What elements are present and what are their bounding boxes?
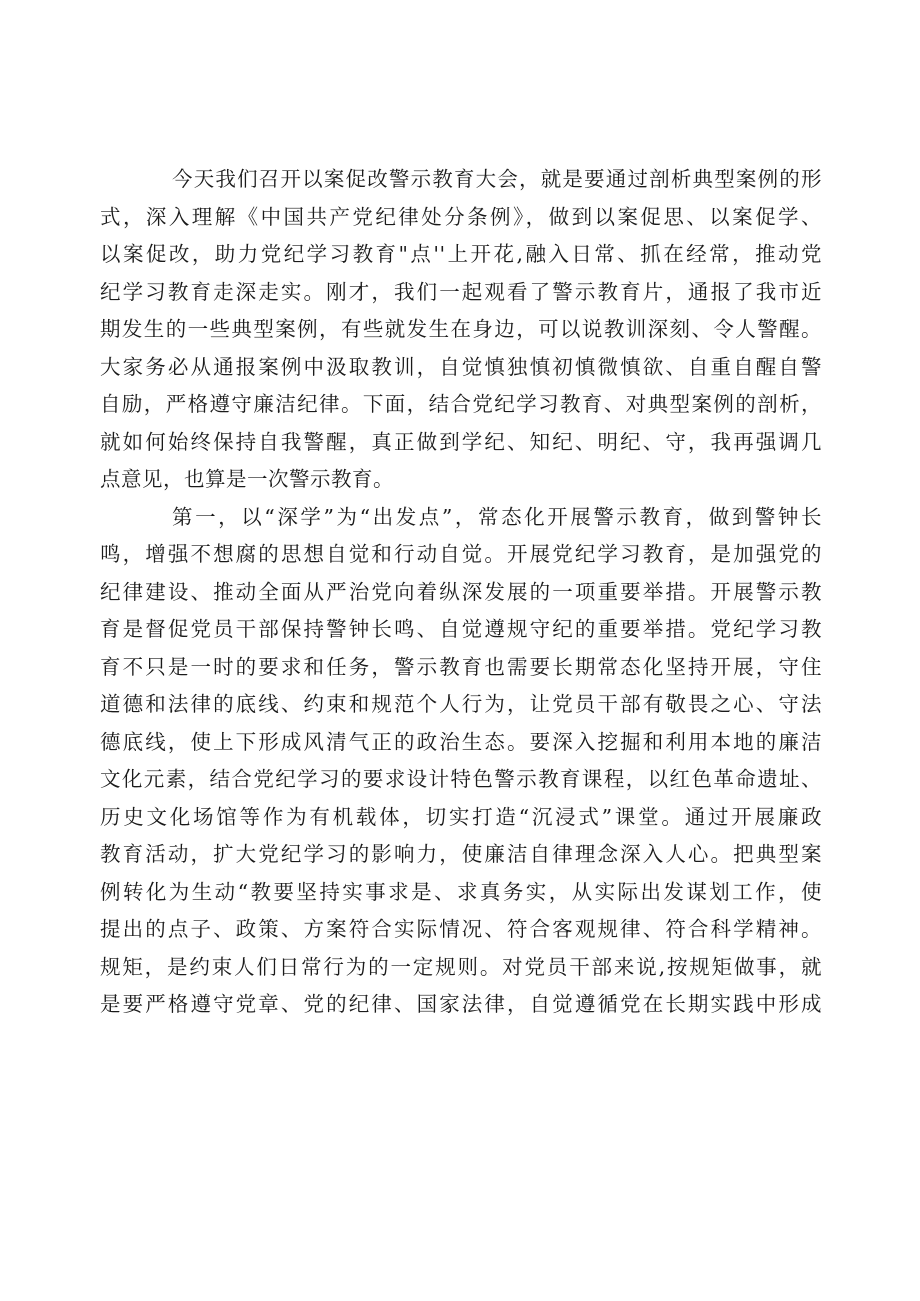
- paragraph-2: [100, 499, 822, 1024]
- text-line: 纪学习教育走深走实。刚才，我们一起观看了警示教育片，通报了我市近: [100, 279, 822, 304]
- text-line: 大家务必从通报案例中汲取教训，自觉慎独慎初慎微慎欲、自重自醒自警: [100, 354, 822, 379]
- text-line: 以案促改，助力党纪学习教育"点''上开花,融入日常、抓在经常，推动党: [100, 242, 822, 266]
- text-line: 规矩，是约束人们日常行为的一定规则。对党员干部来说,按规矩做事，就: [100, 954, 822, 979]
- text-line: 期发生的一些典型案例，有些就发生在身边，可以说教训深刻、令人警醒。: [100, 317, 822, 341]
- text-line: 鸣，增强不想腐的思想自觉和行动自觉。开展党纪学习教育，是加强党的: [100, 542, 822, 566]
- text-line: 自励，严格遵守廉洁纪律。下面，结合党纪学习教育、对典型案例的剖析，: [100, 392, 822, 416]
- text-line: 第一，以“深学”为“出发点”，常态化开展警示教育，做到警钟长: [172, 504, 822, 529]
- text-line: 德底线，使上下形成风清气正的政治生态。要深入挖掘和利用本地的廉洁: [100, 729, 822, 754]
- text-line: 式，深入理解《中国共产党纪律处分条例》，做到以案促思、以案促学、: [100, 204, 822, 229]
- text-line: 就如何始终保持自我警醒，真正做到学纪、知纪、明纪、守，我再强调几: [100, 429, 822, 454]
- text-line: 提出的点子、政策、方案符合实际情况、符合客观规律、符合科学精神。: [100, 917, 822, 941]
- text-line: 例转化为生动“教要坚持实事求是、求真务实，从实际出发谋划工作，使: [100, 879, 822, 904]
- text-line: 教育活动，扩大党纪学习的影响力，使廉洁自律理念深入人心。把典型案: [100, 842, 822, 866]
- text-line: 是要严格遵守党章、党的纪律、国家法律，自觉遵循党在长期实践中形成: [100, 992, 822, 1016]
- document-body: [100, 161, 822, 1024]
- text-line: 文化元素，结合党纪学习的要求设计特色警示教育课程，以红色革命遗址、: [100, 767, 822, 791]
- text-line: 点意见，也算是一次警示教育。: [100, 467, 394, 491]
- text-line: 育是督促党员干部保持警钟长鸣、自觉遵规守纪的重要举措。党纪学习教: [100, 617, 822, 641]
- paragraph-1: [100, 161, 822, 499]
- text-line: 育不只是一时的要求和任务，警示教育也需要长期常态化坚持开展，守住: [100, 654, 822, 679]
- text-line: 今天我们召开以案促改警示教育大会，就是要通过剖析典型案例的形: [172, 167, 822, 191]
- text-line: 历史文化场馆等作为有机载体，切实打造“沉浸式”课堂。通过开展廉政: [100, 804, 822, 829]
- text-line: 道德和法律的底线、约束和规范个人行为，让党员干部有敬畏之心、守法: [100, 692, 822, 716]
- text-line: 纪律建设、推动全面从严治党向着纵深发展的一项重要举措。开展警示教: [100, 579, 822, 604]
